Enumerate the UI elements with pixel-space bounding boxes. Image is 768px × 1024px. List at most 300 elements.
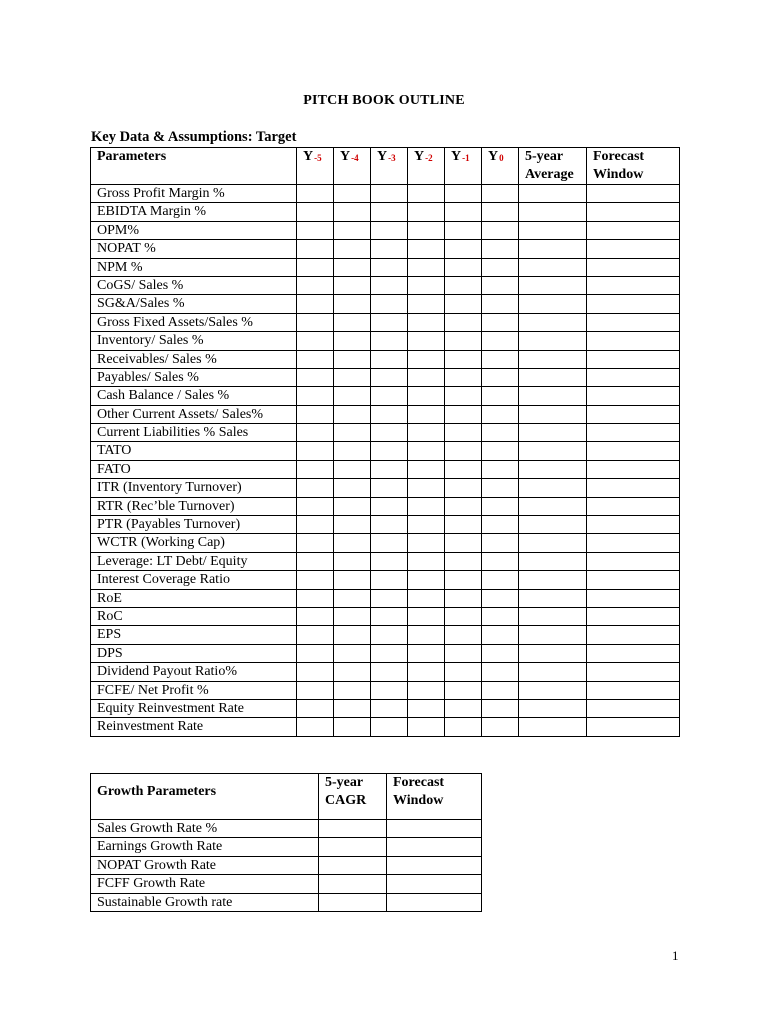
data-cell[interactable] (334, 221, 371, 239)
table-row (91, 221, 680, 239)
data-cell[interactable] (445, 626, 482, 644)
data-cell[interactable] (334, 460, 371, 478)
data-cell[interactable] (297, 607, 334, 625)
data-cell[interactable] (587, 663, 680, 681)
data-cell[interactable] (319, 893, 387, 911)
year-subscript: -4 (351, 153, 359, 163)
data-cell[interactable] (519, 368, 587, 386)
table-row (91, 589, 680, 607)
data-cell[interactable] (297, 552, 334, 570)
data-cell[interactable] (297, 332, 334, 350)
table-row (91, 875, 482, 893)
data-cell[interactable] (445, 240, 482, 258)
data-cell[interactable] (587, 626, 680, 644)
data-cell[interactable] (445, 258, 482, 276)
table-row (91, 838, 482, 856)
data-cell[interactable] (482, 460, 519, 478)
data-cell[interactable] (408, 626, 445, 644)
data-cell[interactable] (297, 240, 334, 258)
data-cell[interactable] (297, 626, 334, 644)
data-cell[interactable] (334, 368, 371, 386)
row-label: Dividend Payout Ratio% (91, 663, 297, 681)
data-cell[interactable] (482, 663, 519, 681)
data-cell[interactable] (334, 350, 371, 368)
data-cell[interactable] (371, 185, 408, 203)
data-cell[interactable] (519, 185, 587, 203)
data-cell[interactable] (482, 387, 519, 405)
data-cell[interactable] (445, 405, 482, 423)
data-cell[interactable] (445, 185, 482, 203)
data-cell[interactable] (371, 644, 408, 662)
data-cell[interactable] (587, 295, 680, 313)
data-cell[interactable] (519, 295, 587, 313)
row-label: Sales Growth Rate % (91, 820, 319, 838)
row-label: Other Current Assets/ Sales% (91, 405, 297, 423)
data-cell[interactable] (371, 258, 408, 276)
data-cell[interactable] (297, 479, 334, 497)
row-label: CoGS/ Sales % (91, 276, 297, 294)
data-cell[interactable] (297, 497, 334, 515)
data-cell[interactable] (371, 699, 408, 717)
data-cell[interactable] (297, 350, 334, 368)
data-cell[interactable] (371, 332, 408, 350)
data-cell[interactable] (408, 644, 445, 662)
data-cell[interactable] (482, 240, 519, 258)
data-cell[interactable] (297, 387, 334, 405)
data-cell[interactable] (371, 368, 408, 386)
data-cell[interactable] (334, 276, 371, 294)
data-cell[interactable] (587, 332, 680, 350)
data-cell[interactable] (408, 295, 445, 313)
data-cell[interactable] (334, 571, 371, 589)
data-cell[interactable] (371, 313, 408, 331)
data-cell[interactable] (334, 699, 371, 717)
data-cell[interactable] (371, 203, 408, 221)
table-row (91, 893, 482, 911)
data-cell[interactable] (519, 552, 587, 570)
data-cell[interactable] (519, 258, 587, 276)
data-cell[interactable] (371, 221, 408, 239)
data-cell[interactable] (445, 424, 482, 442)
data-cell[interactable] (297, 644, 334, 662)
page-number: 1 (672, 948, 679, 963)
data-cell[interactable] (334, 718, 371, 736)
header-forecast-window (387, 774, 482, 820)
data-cell[interactable] (297, 424, 334, 442)
header-year (408, 148, 445, 185)
data-cell[interactable] (408, 460, 445, 478)
year-label: Y (414, 149, 425, 164)
data-cell[interactable] (334, 552, 371, 570)
data-cell[interactable] (587, 607, 680, 625)
data-cell[interactable] (445, 497, 482, 515)
data-cell[interactable] (519, 479, 587, 497)
data-cell[interactable] (587, 313, 680, 331)
data-cell[interactable] (408, 387, 445, 405)
header-forecast-line2: Window (593, 167, 644, 182)
data-cell[interactable] (587, 276, 680, 294)
data-cell[interactable] (482, 552, 519, 570)
table-row (91, 350, 680, 368)
data-cell[interactable] (445, 350, 482, 368)
data-cell[interactable] (587, 221, 680, 239)
data-cell[interactable] (519, 424, 587, 442)
data-cell[interactable] (408, 699, 445, 717)
data-cell[interactable] (334, 644, 371, 662)
row-label: Earnings Growth Rate (91, 838, 319, 856)
data-cell[interactable] (408, 718, 445, 736)
data-cell[interactable] (297, 460, 334, 478)
data-cell[interactable] (445, 534, 482, 552)
data-cell[interactable] (587, 203, 680, 221)
data-cell[interactable] (408, 552, 445, 570)
data-cell[interactable] (482, 607, 519, 625)
data-cell[interactable] (482, 350, 519, 368)
data-cell[interactable] (297, 718, 334, 736)
data-cell[interactable] (297, 185, 334, 203)
data-cell[interactable] (587, 681, 680, 699)
data-cell[interactable] (519, 681, 587, 699)
data-cell[interactable] (371, 718, 408, 736)
data-cell[interactable] (445, 479, 482, 497)
data-cell[interactable] (587, 718, 680, 736)
key-table-body (91, 185, 680, 737)
data-cell[interactable] (371, 681, 408, 699)
data-cell[interactable] (445, 442, 482, 460)
header-year (297, 148, 334, 185)
data-cell[interactable] (408, 534, 445, 552)
data-cell[interactable] (482, 424, 519, 442)
data-cell[interactable] (482, 681, 519, 699)
data-cell[interactable] (587, 571, 680, 589)
data-cell[interactable] (371, 442, 408, 460)
data-cell[interactable] (297, 699, 334, 717)
data-cell[interactable] (482, 405, 519, 423)
header-5-year-average (519, 148, 587, 185)
data-cell[interactable] (519, 405, 587, 423)
data-cell[interactable] (334, 681, 371, 699)
data-cell[interactable] (482, 368, 519, 386)
data-cell[interactable] (519, 644, 587, 662)
data-cell[interactable] (297, 442, 334, 460)
row-label: RTR (Rec’ble Turnover) (91, 497, 297, 515)
data-cell[interactable] (445, 516, 482, 534)
data-cell[interactable] (408, 258, 445, 276)
data-cell[interactable] (387, 820, 482, 838)
data-cell[interactable] (371, 240, 408, 258)
data-cell[interactable] (334, 607, 371, 625)
data-cell[interactable] (408, 442, 445, 460)
data-cell[interactable] (408, 313, 445, 331)
row-label: Interest Coverage Ratio (91, 571, 297, 589)
row-label: Sustainable Growth rate (91, 893, 319, 911)
data-cell[interactable] (587, 258, 680, 276)
year-label: Y (303, 149, 314, 164)
data-cell[interactable] (519, 497, 587, 515)
data-cell[interactable] (408, 368, 445, 386)
data-cell[interactable] (482, 276, 519, 294)
data-cell[interactable] (408, 663, 445, 681)
data-cell[interactable] (297, 221, 334, 239)
data-cell[interactable] (371, 497, 408, 515)
table-row (91, 405, 680, 423)
data-cell[interactable] (408, 607, 445, 625)
data-cell[interactable] (587, 644, 680, 662)
data-cell[interactable] (445, 663, 482, 681)
data-cell[interactable] (482, 718, 519, 736)
table-row (91, 534, 680, 552)
data-cell[interactable] (445, 718, 482, 736)
table-row (91, 276, 680, 294)
data-cell[interactable] (482, 534, 519, 552)
data-cell[interactable] (482, 258, 519, 276)
data-cell[interactable] (334, 258, 371, 276)
data-cell[interactable] (371, 460, 408, 478)
table-row (91, 185, 680, 203)
data-cell[interactable] (371, 626, 408, 644)
row-label: ITR (Inventory Turnover) (91, 479, 297, 497)
data-cell[interactable] (297, 516, 334, 534)
data-cell[interactable] (519, 387, 587, 405)
data-cell[interactable] (445, 313, 482, 331)
row-label: TATO (91, 442, 297, 460)
data-cell[interactable] (334, 663, 371, 681)
data-cell[interactable] (445, 295, 482, 313)
data-cell[interactable] (334, 589, 371, 607)
data-cell[interactable] (334, 387, 371, 405)
data-cell[interactable] (445, 644, 482, 662)
data-cell[interactable] (371, 387, 408, 405)
data-cell[interactable] (519, 534, 587, 552)
data-cell[interactable] (445, 681, 482, 699)
data-cell[interactable] (482, 699, 519, 717)
data-cell[interactable] (482, 442, 519, 460)
data-cell[interactable] (408, 516, 445, 534)
data-cell[interactable] (445, 552, 482, 570)
data-cell[interactable] (482, 313, 519, 331)
data-cell[interactable] (371, 276, 408, 294)
data-cell[interactable] (445, 332, 482, 350)
data-cell[interactable] (387, 856, 482, 874)
data-cell[interactable] (519, 626, 587, 644)
data-cell[interactable] (445, 276, 482, 294)
data-cell[interactable] (587, 185, 680, 203)
data-cell[interactable] (371, 571, 408, 589)
data-cell[interactable] (587, 460, 680, 478)
data-cell[interactable] (482, 479, 519, 497)
header-avg-line2: Average (525, 167, 574, 182)
data-cell[interactable] (297, 258, 334, 276)
data-cell[interactable] (445, 589, 482, 607)
data-cell[interactable] (587, 699, 680, 717)
data-cell[interactable] (519, 516, 587, 534)
header-cagr-line2: CAGR (325, 793, 367, 808)
data-cell[interactable] (519, 221, 587, 239)
data-cell[interactable] (519, 718, 587, 736)
data-cell[interactable] (319, 820, 387, 838)
data-cell[interactable] (371, 405, 408, 423)
data-cell[interactable] (482, 332, 519, 350)
data-cell[interactable] (587, 589, 680, 607)
data-cell[interactable] (587, 368, 680, 386)
data-cell[interactable] (587, 479, 680, 497)
data-cell[interactable] (371, 534, 408, 552)
data-cell[interactable] (297, 313, 334, 331)
data-cell[interactable] (334, 626, 371, 644)
data-cell[interactable] (297, 571, 334, 589)
data-cell[interactable] (297, 681, 334, 699)
data-cell[interactable] (587, 534, 680, 552)
data-cell[interactable] (334, 534, 371, 552)
data-cell[interactable] (334, 332, 371, 350)
data-cell[interactable] (519, 589, 587, 607)
data-cell[interactable] (445, 571, 482, 589)
key-data-table (90, 147, 680, 737)
data-cell[interactable] (519, 699, 587, 717)
data-cell[interactable] (334, 516, 371, 534)
data-cell[interactable] (408, 240, 445, 258)
data-cell[interactable] (408, 276, 445, 294)
data-cell[interactable] (482, 644, 519, 662)
data-cell[interactable] (482, 626, 519, 644)
data-cell[interactable] (587, 424, 680, 442)
data-cell[interactable] (319, 875, 387, 893)
data-cell[interactable] (587, 350, 680, 368)
year-subscript: -5 (314, 153, 322, 163)
data-cell[interactable] (519, 607, 587, 625)
row-label: NOPAT Growth Rate (91, 856, 319, 874)
table-row (91, 332, 680, 350)
data-cell[interactable] (408, 203, 445, 221)
row-label: Equity Reinvestment Rate (91, 699, 297, 717)
data-cell[interactable] (482, 589, 519, 607)
data-cell[interactable] (334, 203, 371, 221)
data-cell[interactable] (519, 663, 587, 681)
table-row (91, 295, 680, 313)
data-cell[interactable] (334, 442, 371, 460)
data-cell[interactable] (519, 313, 587, 331)
data-cell[interactable] (387, 838, 482, 856)
data-cell[interactable] (408, 350, 445, 368)
data-cell[interactable] (519, 350, 587, 368)
data-cell[interactable] (334, 497, 371, 515)
table-row (91, 663, 680, 681)
data-cell[interactable] (519, 442, 587, 460)
data-cell[interactable] (334, 479, 371, 497)
data-cell[interactable] (519, 203, 587, 221)
data-cell[interactable] (297, 203, 334, 221)
data-cell[interactable] (387, 875, 482, 893)
data-cell[interactable] (408, 332, 445, 350)
data-cell[interactable] (587, 497, 680, 515)
data-cell[interactable] (297, 534, 334, 552)
data-cell[interactable] (587, 516, 680, 534)
data-cell[interactable] (519, 571, 587, 589)
data-cell[interactable] (408, 185, 445, 203)
data-cell[interactable] (408, 405, 445, 423)
data-cell[interactable] (587, 387, 680, 405)
data-cell[interactable] (297, 295, 334, 313)
data-cell[interactable] (408, 497, 445, 515)
table-row (91, 607, 680, 625)
data-cell[interactable] (297, 663, 334, 681)
row-label: NOPAT % (91, 240, 297, 258)
data-cell[interactable] (587, 240, 680, 258)
data-cell[interactable] (587, 442, 680, 460)
data-cell[interactable] (482, 571, 519, 589)
data-cell[interactable] (371, 607, 408, 625)
data-cell[interactable] (387, 893, 482, 911)
data-cell[interactable] (519, 332, 587, 350)
row-label: EPS (91, 626, 297, 644)
data-cell[interactable] (334, 185, 371, 203)
data-cell[interactable] (371, 552, 408, 570)
data-cell[interactable] (408, 424, 445, 442)
data-cell[interactable] (297, 368, 334, 386)
data-cell[interactable] (482, 295, 519, 313)
data-cell[interactable] (334, 295, 371, 313)
data-cell[interactable] (297, 589, 334, 607)
data-cell[interactable] (408, 681, 445, 699)
data-cell[interactable] (408, 571, 445, 589)
data-cell[interactable] (445, 607, 482, 625)
data-cell[interactable] (445, 221, 482, 239)
header-avg-line1: 5-year (525, 149, 564, 164)
data-cell[interactable] (319, 856, 387, 874)
data-cell[interactable] (482, 497, 519, 515)
data-cell[interactable] (482, 516, 519, 534)
data-cell[interactable] (519, 240, 587, 258)
data-cell[interactable] (482, 221, 519, 239)
data-cell[interactable] (587, 552, 680, 570)
data-cell[interactable] (371, 424, 408, 442)
data-cell[interactable] (371, 350, 408, 368)
table-row (91, 313, 680, 331)
header-year (482, 148, 519, 185)
header-forecast-window (587, 148, 680, 185)
data-cell[interactable] (519, 460, 587, 478)
data-cell[interactable] (408, 221, 445, 239)
data-cell[interactable] (319, 838, 387, 856)
row-label: Inventory/ Sales % (91, 332, 297, 350)
data-cell[interactable] (371, 479, 408, 497)
data-cell[interactable] (371, 589, 408, 607)
data-cell[interactable] (371, 663, 408, 681)
data-cell[interactable] (445, 368, 482, 386)
row-label: Gross Fixed Assets/Sales % (91, 313, 297, 331)
data-cell[interactable] (334, 424, 371, 442)
data-cell[interactable] (297, 276, 334, 294)
data-cell[interactable] (587, 405, 680, 423)
table-row (91, 571, 680, 589)
data-cell[interactable] (482, 185, 519, 203)
data-cell[interactable] (371, 516, 408, 534)
data-cell[interactable] (445, 387, 482, 405)
data-cell[interactable] (408, 589, 445, 607)
data-cell[interactable] (334, 240, 371, 258)
data-cell[interactable] (334, 405, 371, 423)
data-cell[interactable] (519, 276, 587, 294)
data-cell[interactable] (445, 460, 482, 478)
data-cell[interactable] (297, 405, 334, 423)
table-row (91, 442, 680, 460)
data-cell[interactable] (371, 295, 408, 313)
data-cell[interactable] (334, 313, 371, 331)
data-cell[interactable] (408, 479, 445, 497)
data-cell[interactable] (482, 203, 519, 221)
data-cell[interactable] (445, 699, 482, 717)
data-cell[interactable] (445, 203, 482, 221)
